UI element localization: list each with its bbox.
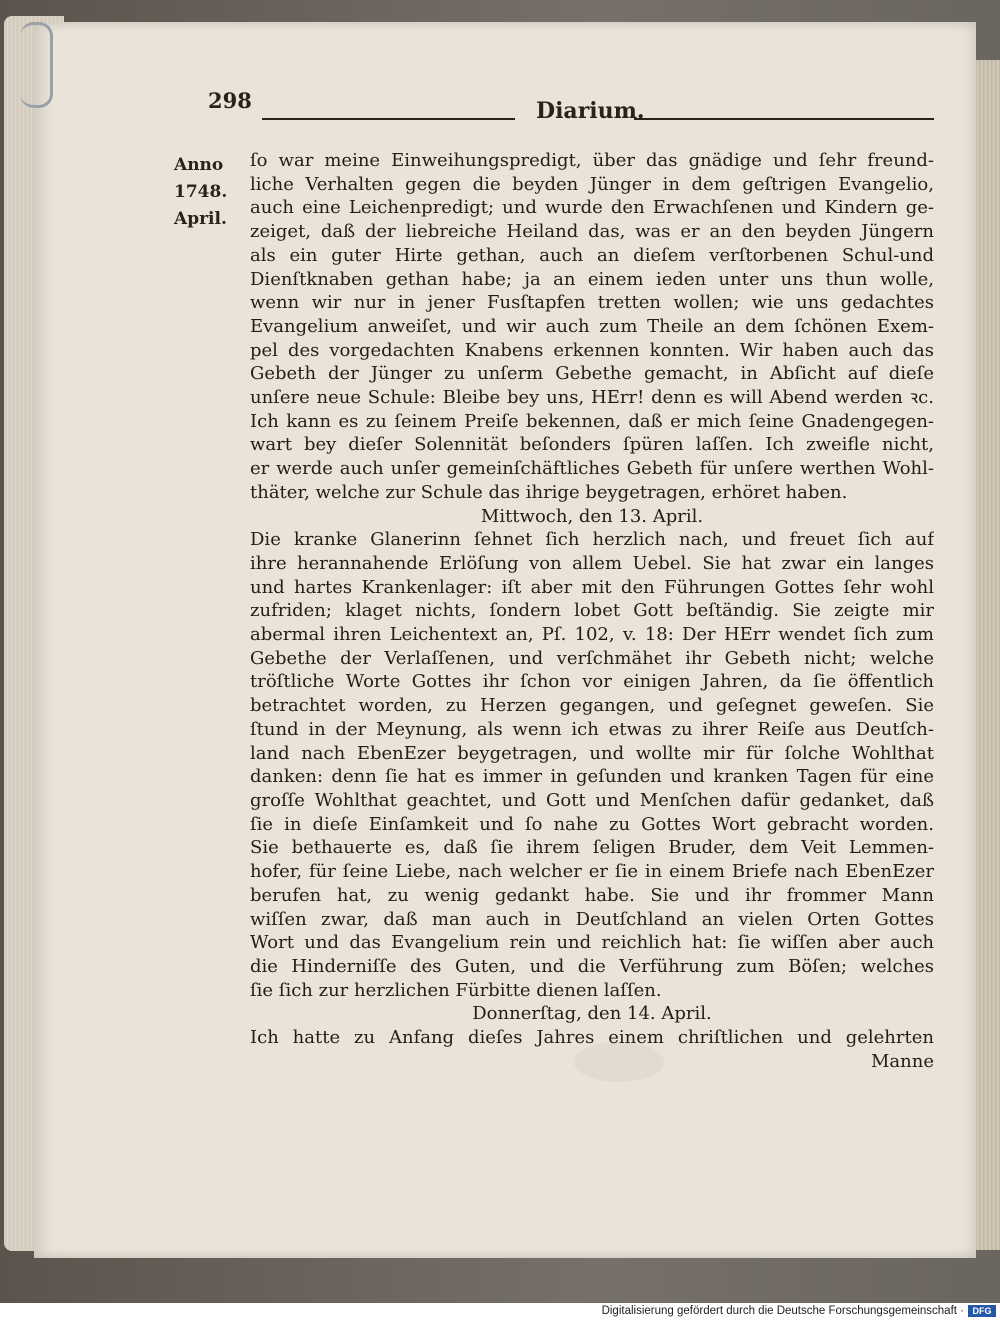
text-line: Wort und das Evangelium rein und reichlich hat: ſie wiſſen aber auch (250, 932, 934, 954)
text-line: zufriden; klaget nichts, ſondern lobet Gott beſtändig. Sie zeigte mir (250, 600, 934, 622)
running-head: Diarium. (536, 98, 645, 124)
date-heading: Donnerſtag, den 14. April. (472, 1003, 712, 1025)
date-heading: Mittwoch, den 13. April. (480, 505, 704, 527)
margin-note-line: April. (174, 209, 227, 229)
text-line: wiſſen zwar, daß man auch in Deutſchland an vielen Orten Gottes (250, 908, 934, 930)
text-line: als ein guter Hirte gethan, auch an dieſem verſtorbenen Schul-und (250, 244, 934, 266)
text-line: unſere neue Schule: Bleibe bey uns, HErr! denn es will Abend werden ꝛc. (250, 387, 934, 409)
header-rule-left (262, 118, 515, 120)
text-line: ſtund in der Meynung, als wenn ich etwas zu ihrer Reiſe aus Deutſch- (250, 718, 934, 740)
text-line: groſſe Wohlthat geachtet, und Gott und Menſchen dafür gedanket, daß (250, 789, 934, 811)
text-line: wart bey dieſer Solennität beſonders ſpüren laſſen. Ich zweifle nicht, (250, 434, 934, 456)
text-line: berufen hat, zu wenig gedankt habe. Sie und ihr frommer Mann (250, 884, 934, 906)
text-line: tröſtliche Worte Gottes ihr ſchon vor einigen Jahren, da ſie öffentlich (250, 671, 934, 693)
text-line: Ich hatte zu Anfang dieſes Jahres einem chriſtlichen und gelehrten (250, 1027, 934, 1049)
body-text (250, 149, 934, 1073)
margin-note-line: Anno (174, 155, 224, 175)
text-line: ihre herannahende Erlöſung von allem Uebel. Sie hat zwar ein langes (250, 552, 934, 574)
text-line: pel des vorgedachten Knabens erkennen konnten. Wir haben auch das (250, 339, 934, 361)
text-line: thäter, welche zur Schule das ihrige beygetragen, erhöret haben. (250, 481, 848, 503)
text-line: Sie bethauerte es, daß ſie ihrem ſeligen Bruder, dem Veit Lemmen- (250, 837, 934, 859)
text-line: wenn wir nur in jener Fusſtapfen tretten wollen; wie uns gedachtes (250, 292, 934, 314)
text-line: liche Verhalten gegen die beyden Jünger in dem geſtrigen Evangelio, (250, 173, 934, 195)
paper-clip (20, 22, 53, 108)
text-line: Gebethe der Verlaſſenen, und verſchmähet ihr Gebeth nicht; welche (250, 647, 934, 669)
text-line: Dienſtknaben gethan habe; ja an einem ieden unter uns thun wolle, (250, 268, 934, 290)
text-line: abermal ihren Leichentext an, Pſ. 102, v. 18: Der HErr wendet ſich zum (250, 624, 934, 646)
text-line: hofer, für ſeine Liebe, nach welcher er ſie in einem Briefe nach EbenEzer (250, 861, 934, 883)
text-line: land nach EbenEzer beygetragen, und wollte mir für ſolche Wohlthat (250, 742, 934, 764)
funding-credit: Digitalisierung gefördert durch die Deutsche Forschungsgemeinschaft · (601, 1305, 964, 1317)
header-rule-right (634, 118, 934, 120)
text-line: die Hinderniſſe des Guten, und die Verführung zum Böſen; welches (250, 955, 934, 977)
margin-date-note (174, 152, 244, 233)
text-line: er werde auch unſer gemeinſchäftliches Gebeth für unſere werthen Wohl- (250, 458, 934, 480)
text-line: Die kranke Glanerinn ſehnet ſich herzlich nach, und freuet ſich auf (250, 529, 934, 551)
margin-note-line: 1748. (174, 182, 228, 202)
text-line: Evangelium anweiſet, und wir auch zum Theile an dem ſchönen Exem- (250, 315, 934, 337)
catchword: Manne (871, 1050, 934, 1072)
text-line: ſie in dieſe Einſamkeit und ſo nahe zu Gottes Wort gebracht worden. (250, 813, 934, 835)
text-line: Gebeth der Jünger zu unſerm Gebethe gemacht, in Abſicht auf dieſe (250, 363, 934, 385)
text-line: ſie ſich zur herzlichen Fürbitte dienen laſſen. (250, 979, 662, 1001)
text-line: betrachtet worden, zu Herzen gegangen, und geſegnet geweſen. Sie (250, 695, 934, 717)
text-line: ſo war meine Einweihungspredigt, über das gnädige und ſehr freund- (250, 150, 934, 171)
text-line: danken: denn ſie hat es immer in geſunden und kranken Tagen für eine (250, 766, 934, 788)
text-line: zeiget, daß der liebreiche Heiland das, was er an den beyden Jüngern (250, 221, 934, 243)
text-line: und hartes Krankenlager: iſt aber mit den Führungen Gottes ſehr wohl (250, 576, 934, 598)
text-line: auch eine Leichenpredigt; und wurde den Erwachſenen und Kindern ge- (250, 197, 934, 219)
text-line: Ich kann es zu ſeinem Preiſe bekennen, daß er mich ſeine Gnadengegen- (250, 410, 934, 432)
dfg-logo: DFG (968, 1305, 996, 1317)
page-number: 298 (208, 88, 252, 113)
